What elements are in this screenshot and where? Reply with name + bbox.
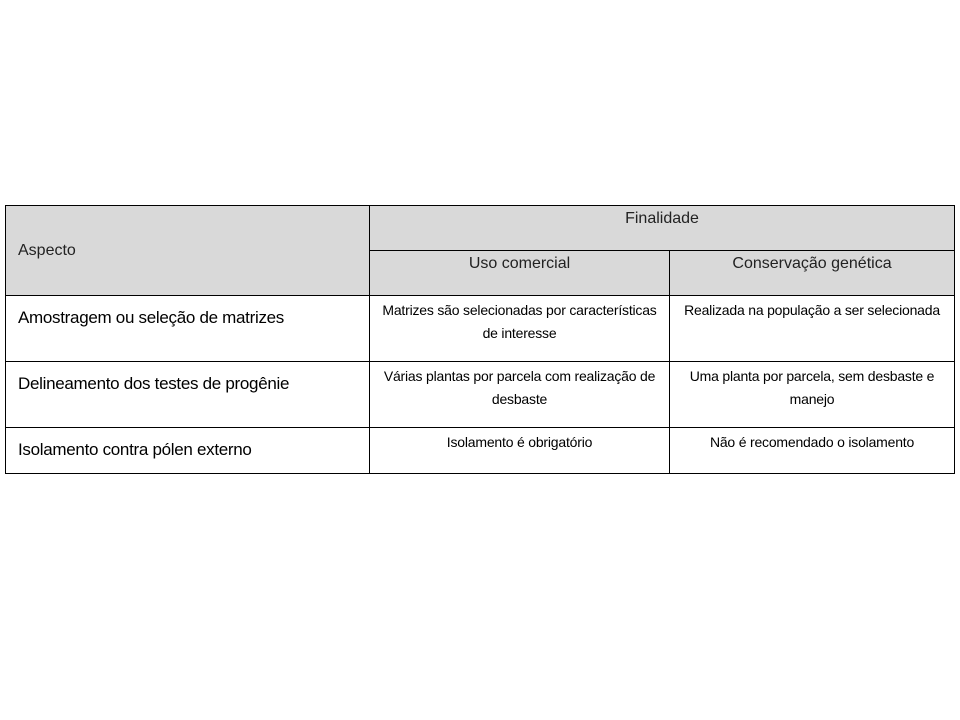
header-row-group bbox=[6, 206, 955, 251]
table-row bbox=[6, 362, 955, 428]
table-row bbox=[6, 428, 955, 474]
cell-conservacao-genetica: Realizada na população a ser selecionada bbox=[670, 296, 955, 362]
row-label-delineamento: Delineamento dos testes de progênie bbox=[6, 362, 370, 428]
cell-uso-comercial: Isolamento é obrigatório bbox=[370, 428, 670, 474]
cell-uso-comercial: Várias plantas por parcela com realização de desbaste bbox=[370, 362, 670, 428]
comparison-table bbox=[5, 205, 955, 474]
column-header-conservacao-genetica: Conservação genética bbox=[670, 251, 955, 296]
cell-conservacao-genetica: Uma planta por parcela, sem desbaste e manejo bbox=[670, 362, 955, 428]
finalidade-header: Finalidade bbox=[370, 206, 955, 251]
row-label-isolamento: Isolamento contra pólen externo bbox=[6, 428, 370, 474]
cell-uso-comercial: Matrizes são selecionadas por características de interesse bbox=[370, 296, 670, 362]
cell-conservacao-genetica: Não é recomendado o isolamento bbox=[670, 428, 955, 474]
table-row bbox=[6, 296, 955, 362]
row-label-amostragem: Amostragem ou seleção de matrizes bbox=[6, 296, 370, 362]
aspect-header: Aspecto bbox=[6, 206, 370, 296]
column-header-uso-comercial: Uso comercial bbox=[370, 251, 670, 296]
